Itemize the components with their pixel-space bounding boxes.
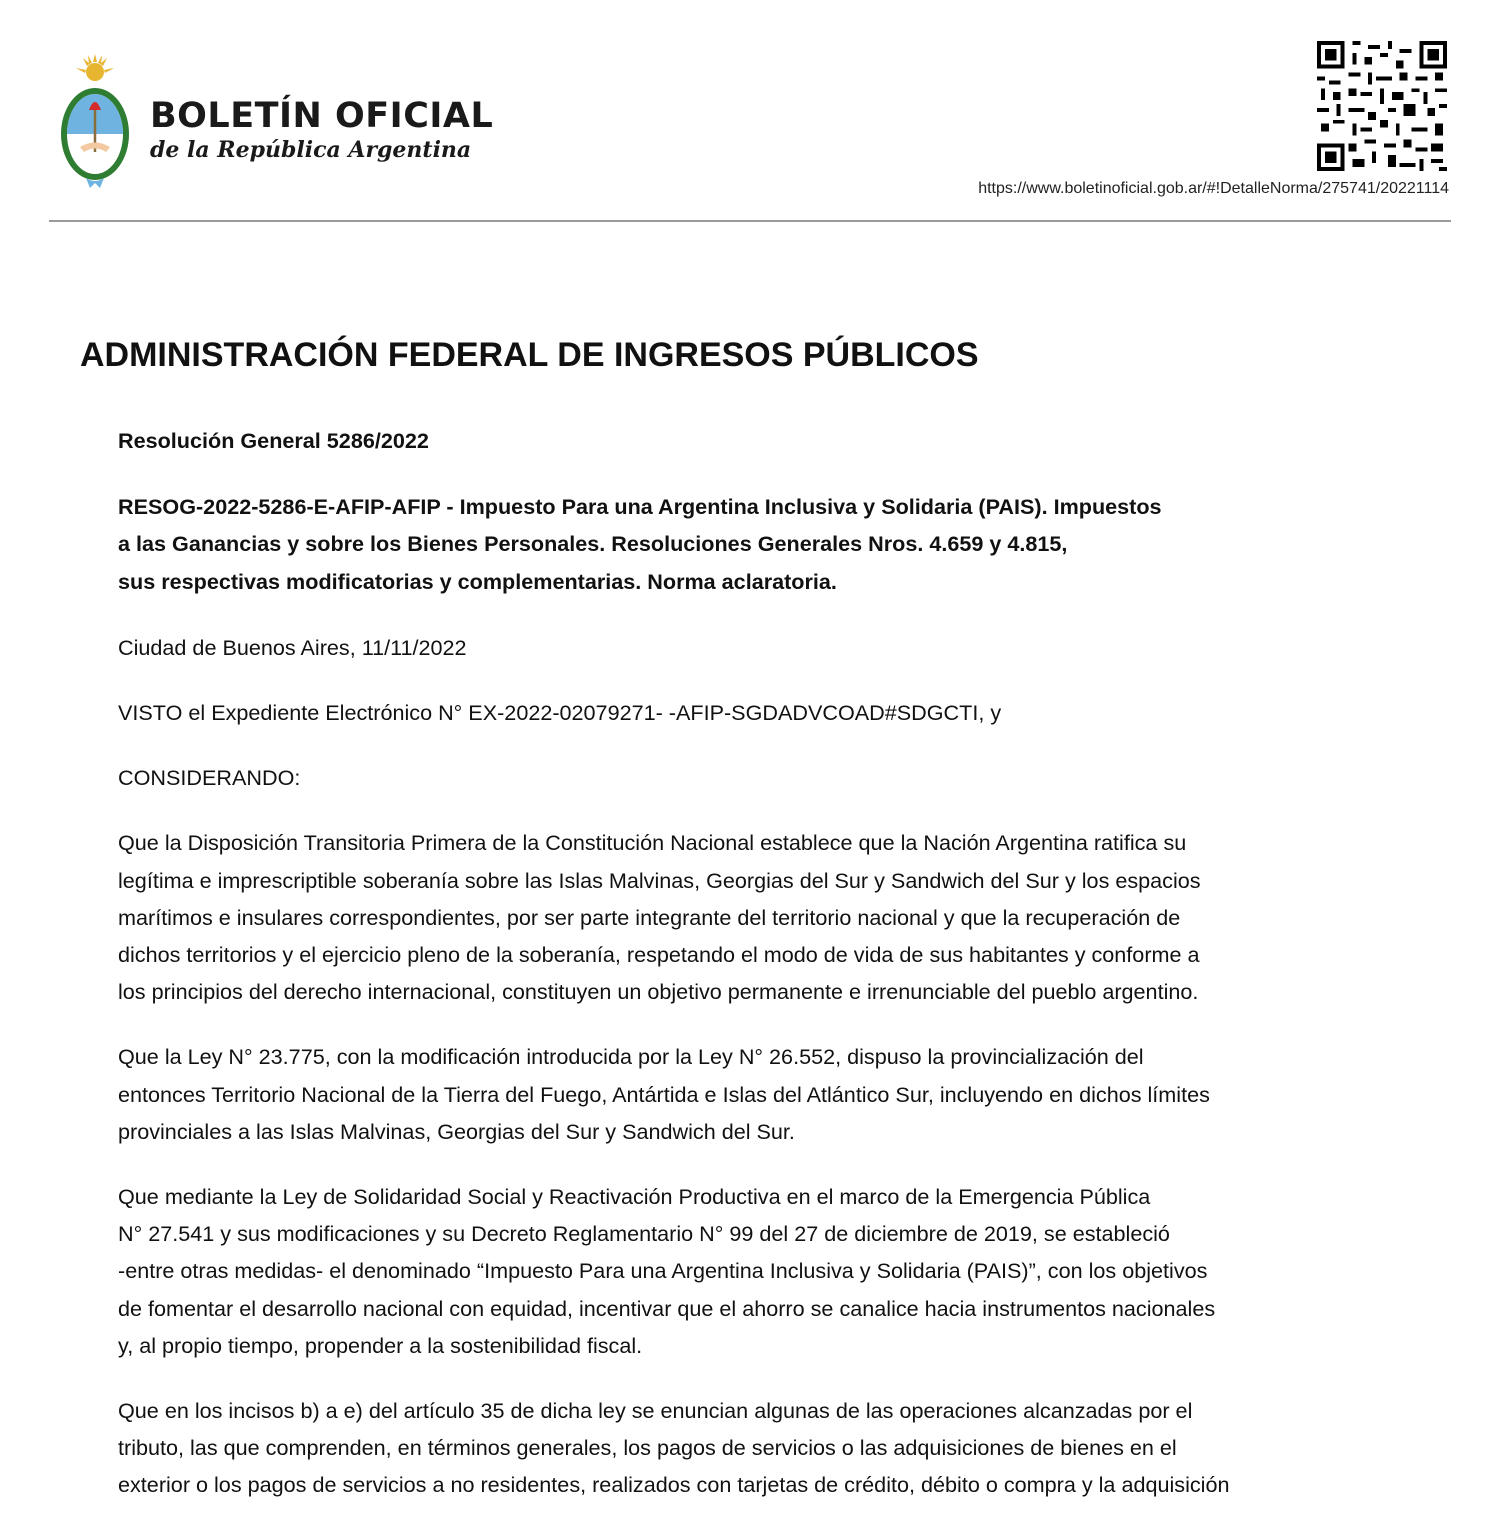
considerando-paragraph	[118, 824, 1393, 1010]
paragraph-line: Que en los incisos b) a e) del artículo 35 de dicha ley se enuncian algunas de las operaciones alcanzadas por el	[118, 1398, 1193, 1424]
paragraph-line: Que mediante la Ley de Solidaridad Social y Reactivación Productiva en el marco de la Emergencia Pública	[118, 1184, 1151, 1210]
paragraph-line: tributo, las que comprenden, en términos generales, los pagos de servicios o las adquisiciones de bienes en el	[118, 1435, 1177, 1461]
qr-code-icon	[1316, 41, 1448, 171]
header-divider	[49, 220, 1451, 222]
document-body	[118, 422, 1393, 1532]
paragraph-line: Que la Disposición Transitoria Primera de la Constitución Nacional establece que la Nación Argentina ratifica su	[118, 830, 1187, 856]
paragraph-line: legítima e imprescriptible soberanía sobre las Islas Malvinas, Georgias del Sur y Sandwich del Sur y los espacios	[118, 867, 1201, 893]
resolution-title: Resolución General 5286/2022	[118, 428, 429, 453]
summary-line: a las Ganancias y sobre los Bienes Personales. Resoluciones Generales Nros. 4.659 y 4.815,	[118, 531, 1068, 557]
brand-block	[150, 96, 493, 164]
visto-clause: VISTO el Expediente Electrónico N° EX-2022-02079271- -AFIP-SGDADVCOAD#SDGCTI, y	[118, 700, 1002, 726]
summary-line: RESOG-2022-5286-E-AFIP-AFIP - Impuesto Para una Argentina Inclusiva y Solidaria (PAIS). Impuestos	[118, 494, 1162, 520]
paragraph-line: dichos territorios y el ejercicio pleno de la soberanía, respetando el modo de vida de sus habitantes y conforme a	[118, 942, 1200, 968]
paragraph-line: de fomentar el desarrollo nacional con equidad, incentivar que el ahorro se canalice hacia instrumentos nacionales	[118, 1295, 1216, 1321]
paragraph-line: provinciales a las Islas Malvinas, Georgias del Sur y Sandwich del Sur.	[118, 1118, 795, 1144]
considerando-paragraph	[118, 1392, 1393, 1504]
place-date: Ciudad de Buenos Aires, 11/11/2022	[118, 634, 467, 660]
organism-heading: ADMINISTRACIÓN FEDERAL DE INGRESOS PÚBLICOS	[80, 336, 979, 374]
resolution-summary	[118, 488, 1393, 600]
considerando-paragraph	[118, 1178, 1393, 1364]
brand-title: BOLETÍN OFICIAL	[150, 96, 494, 136]
considerando-paragraph	[118, 1038, 1393, 1150]
argentina-coat-of-arms-icon	[50, 52, 140, 192]
paragraph-line: Que la Ley N° 23.775, con la modificación introducida por la Ley N° 26.552, dispuso la provincialización del	[118, 1044, 1144, 1070]
considerando-heading: CONSIDERANDO:	[118, 765, 301, 791]
document-url[interactable]: https://www.boletinoficial.gob.ar/#!DetalleNorma/275741/20221114	[978, 180, 1449, 197]
paragraph-line: y, al propio tiempo, propender a la sostenibilidad fiscal.	[118, 1332, 643, 1358]
paragraph-line: entonces Territorio Nacional de la Tierra del Fuego, Antártida e Islas del Atlántico Sur, incluyendo en dichos límites	[118, 1081, 1210, 1107]
brand-subtitle: de la República Argentina	[150, 137, 472, 163]
paragraph-line: N° 27.541 y sus modificaciones y su Decreto Reglamentario N° 99 del 27 de diciembre de 2019, se estableció	[118, 1221, 1170, 1247]
paragraph-line: -entre otras medidas- el denominado “Impuesto Para una Argentina Inclusiva y Solidaria (PAIS)”, con los objetivos	[118, 1258, 1208, 1284]
paragraph-line: los principios del derecho internacional, constituyen un objetivo permanente e irrenunciable del pueblo argentino.	[118, 979, 1199, 1005]
page-header	[0, 0, 1500, 222]
summary-line: sus respectivas modificatorias y complementarias. Norma aclaratoria.	[118, 568, 837, 594]
paragraph-line: marítimos e insulares correspondientes, por ser parte integrante del territorio nacional y que la recuperación de	[118, 904, 1181, 930]
paragraph-line: exterior o los pagos de servicios a no residentes, realizados con tarjetas de crédito, débito o compra y la adquisición	[118, 1472, 1230, 1498]
